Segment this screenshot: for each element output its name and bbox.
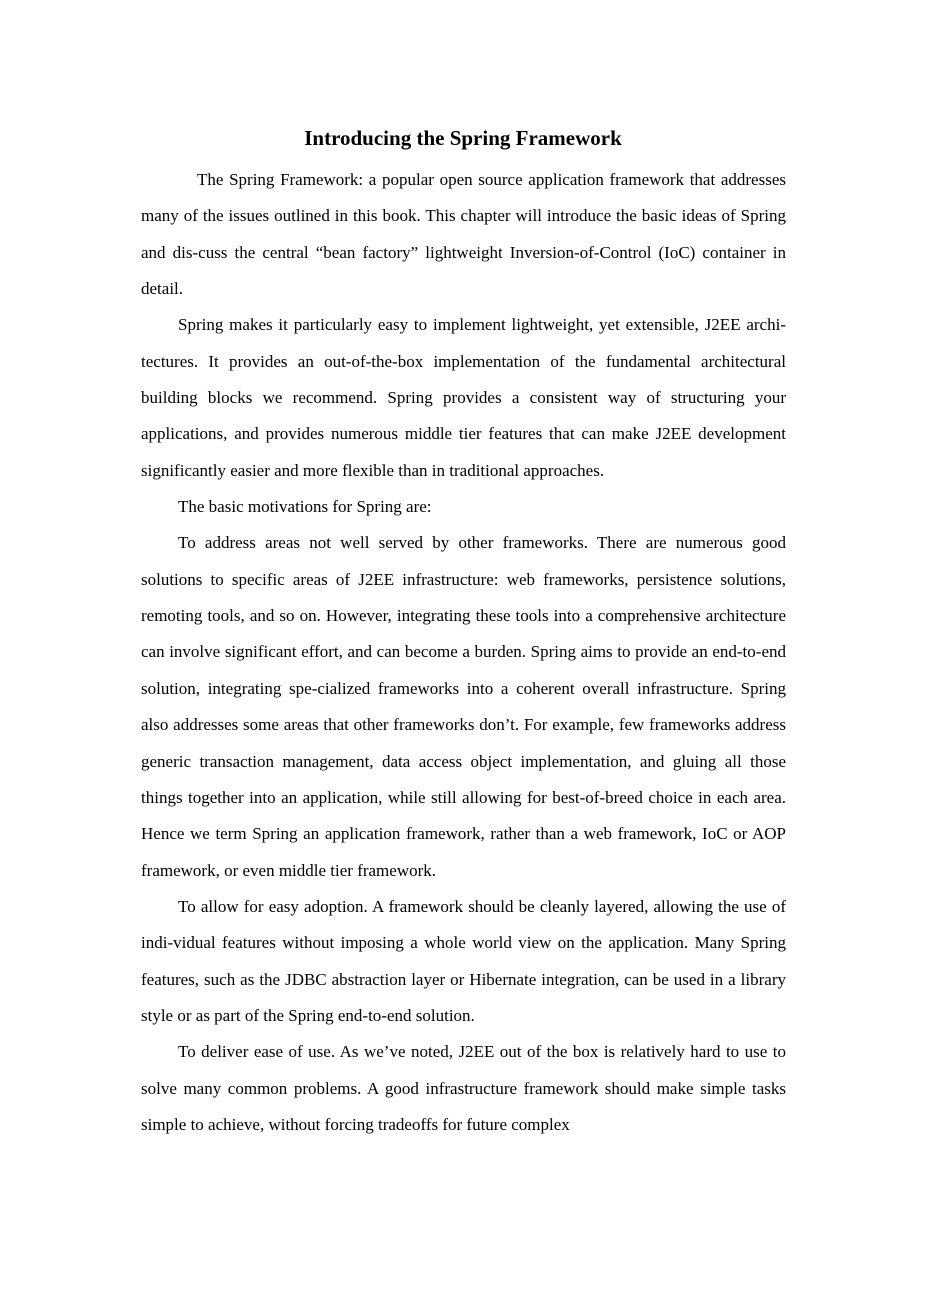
paragraph-architectures: Spring makes it particularly easy to implement lightweight, yet extensible, J2EE archi-tectures. It provides an out-of-the-box implementation of the fundamental architectural building blocks we recommend. Spring provides a consistent way of structuring your applications, and provides numerous middle tier features that can make J2EE development significantly easier and more flexible than in traditional approaches. (141, 315, 786, 480)
paragraph-intro: The Spring Framework: a popular open source application framework that addresses many of the issues outlined in this book. This chapter will introduce the basic ideas of Spring and dis-cuss the central “bean factory” lightweight Inversion-of-Control (IoC) container in detail. (141, 170, 786, 299)
paragraph-address-areas: To address areas not well served by other frameworks. There are numerous good solutions to specific areas of J2EE infrastructure: web frameworks, persistence solutions, remoting tools, and so on. However, integrating these tools into a comprehensive architecture can involve significant effort, and can become a burden. Spring aims to provide an end-to-end solution, integrating spe-cialized frameworks into a coherent overall infrastructure. Spring also addresses some areas that other frameworks don’t. For example, few frameworks address generic transaction management, data access object implementation, and gluing all those things together into an application, while still allowing for best-of-breed choice in each area. Hence we term Spring an application framework, rather than a web framework, IoC or AOP framework, or even middle tier framework. (141, 533, 786, 880)
paragraph-easy-adoption: To allow for easy adoption. A framework should be cleanly layered, allowing the use of indi-vidual features without imposing a whole world view on the application. Many Spring features, such as the JDBC abstraction layer or Hibernate integration, can be used in a library style or as part of the Spring end-to-end solution. (141, 896, 786, 1025)
paragraph-motivations-heading: The basic motivations for Spring are: (178, 497, 432, 517)
body-text (141, 162, 786, 1143)
paragraph-ease-of-use: To deliver ease of use. As we’ve noted, J2EE out of the box is relatively hard to use to solve many common problems. A good infrastructure framework should make simple tasks simple to achieve, without forcing tradeoffs for future complex (141, 1042, 786, 1134)
page-title: Introducing the Spring Framework (304, 126, 622, 150)
